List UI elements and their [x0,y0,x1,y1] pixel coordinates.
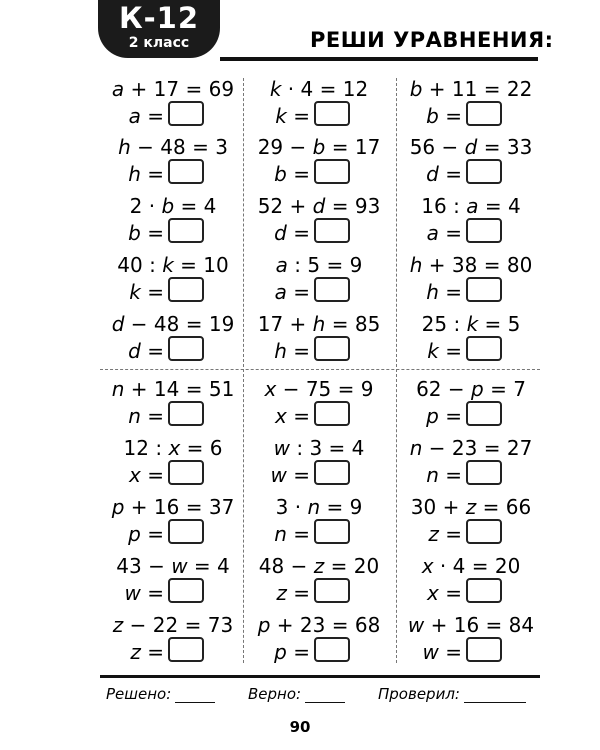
equation-text: b + 11 = 22 [409,77,533,101]
answer-variable-label: x = [427,581,462,605]
equation-item [246,545,392,605]
answer-box[interactable] [466,336,502,361]
answer-row [398,101,544,129]
equation-text: h − 48 = 3 [118,135,228,159]
answer-variable-label: h = [128,162,164,186]
answer-variable-label: a = [274,280,310,304]
answer-box[interactable] [466,519,502,544]
equation-text: 16 : a = 4 [421,194,521,218]
answer-box[interactable] [314,401,350,426]
equation-item [246,427,392,487]
answer-variable-label: n = [274,522,310,546]
equation-item [398,486,544,546]
equation-item [100,486,246,546]
equation-item [100,68,246,128]
equation-text: n + 14 = 51 [111,377,235,401]
answer-box[interactable] [168,637,204,662]
equation-item [100,545,246,605]
answer-row [100,336,246,364]
answer-row [398,637,544,665]
answer-variable-label: p = [426,404,462,428]
solved-field [106,685,215,703]
equation-item [246,486,392,546]
answer-row [246,336,392,364]
answer-row [100,519,246,547]
answer-row [398,159,544,187]
solved-blank[interactable] [175,688,215,703]
answer-box[interactable] [466,218,502,243]
answer-box[interactable] [168,401,204,426]
answer-box[interactable] [168,519,204,544]
equation-text: w + 16 = 84 [407,613,535,637]
answer-row [100,637,246,665]
answer-box[interactable] [314,101,350,126]
answer-row [100,277,246,305]
correct-blank[interactable] [305,688,345,703]
answer-row [246,637,392,665]
equation-text: 12 : x = 6 [123,436,223,460]
equation-item [398,68,544,128]
equation-text: p + 16 = 37 [111,495,235,519]
equation-item [398,126,544,186]
answer-row [398,277,544,305]
answer-box[interactable] [314,460,350,485]
answer-variable-label: d = [426,162,462,186]
worksheet-code-tab [98,0,220,58]
answer-variable-label: a = [426,221,462,245]
answer-variable-label: b = [426,104,462,128]
equation-text: 3 · n = 9 [275,495,363,519]
equation-text: d − 48 = 19 [111,312,235,336]
equation-text: p + 23 = 68 [257,613,381,637]
equation-item [398,244,544,304]
answer-row [246,277,392,305]
checked-label: Проверил: [378,685,460,703]
equation-text: 56 − d = 33 [409,135,533,159]
answer-box[interactable] [466,578,502,603]
answer-box[interactable] [466,637,502,662]
equation-text: z − 22 = 73 [112,613,234,637]
answer-row [246,101,392,129]
column-divider [396,78,397,663]
title-underline [220,57,538,61]
answer-box[interactable] [314,336,350,361]
answer-row [246,159,392,187]
equation-item [246,68,392,128]
equation-text: a : 5 = 9 [275,253,363,277]
answer-box[interactable] [168,277,204,302]
solved-label: Решено: [106,685,172,703]
equation-item [100,427,246,487]
equation-item [100,604,246,664]
answer-row [100,460,246,488]
answer-row [246,519,392,547]
equation-text: 48 − z = 20 [258,554,380,578]
equation-text: a + 17 = 69 [111,77,235,101]
answer-variable-label: z = [130,640,164,664]
answer-variable-label: z = [276,581,310,605]
equation-item [398,185,544,245]
equation-item [398,427,544,487]
footer [100,685,540,709]
equation-text: w : 3 = 4 [273,436,365,460]
equation-text: 30 + z = 66 [410,495,532,519]
equation-text: 29 − b = 17 [257,135,381,159]
answer-row [100,159,246,187]
equation-item [398,368,544,428]
equation-text: 62 − p = 7 [416,377,526,401]
equation-item [398,545,544,605]
answer-row [246,401,392,429]
answer-box[interactable] [466,101,502,126]
answer-variable-label: p = [128,522,164,546]
answer-variable-label: h = [426,280,462,304]
answer-variable-label: b = [274,162,310,186]
answer-row [398,460,544,488]
answer-variable-label: x = [275,404,310,428]
answer-variable-label: k = [427,339,462,363]
equation-item [100,244,246,304]
answer-box[interactable] [168,460,204,485]
answer-variable-label: a = [128,104,164,128]
answer-variable-label: b = [128,221,164,245]
equation-item [100,185,246,245]
equation-item [246,368,392,428]
equation-text: 17 + h = 85 [257,312,381,336]
answer-row [100,101,246,129]
page-number: 90 [289,718,311,736]
answer-box[interactable] [314,578,350,603]
answer-box[interactable] [168,159,204,184]
equation-item [246,244,392,304]
equation-item [246,126,392,186]
equation-text: n − 23 = 27 [409,436,533,460]
answer-variable-label: k = [275,104,310,128]
answer-variable-label: d = [128,339,164,363]
answer-box[interactable] [168,101,204,126]
answer-box[interactable] [168,218,204,243]
answer-row [246,578,392,606]
answer-box[interactable] [314,637,350,662]
equation-text: x · 4 = 20 [421,554,521,578]
answer-variable-label: h = [274,339,310,363]
equation-text: x − 75 = 9 [264,377,374,401]
correct-label: Верно: [248,685,302,703]
equation-item [246,604,392,664]
footer-rule [100,675,540,678]
equation-text: 43 − w = 4 [116,554,230,578]
equation-item [246,303,392,363]
answer-row [398,519,544,547]
equation-item [398,303,544,363]
equation-item [100,126,246,186]
answer-box[interactable] [314,519,350,544]
equation-text: 2 · b = 4 [129,194,217,218]
answer-variable-label: k = [129,280,164,304]
checked-blank[interactable] [464,688,526,703]
answer-box[interactable] [466,460,502,485]
equation-item [100,368,246,428]
equation-text: h + 38 = 80 [409,253,533,277]
checked-field [378,685,526,703]
answer-box[interactable] [314,277,350,302]
correct-field [248,685,345,703]
equation-item [398,604,544,664]
answer-variable-label: n = [128,404,164,428]
equation-item [100,303,246,363]
answer-variable-label: w = [270,463,310,487]
page-title: РЕШИ УРАВНЕНИЯ: [310,28,554,52]
answer-row [398,578,544,606]
answer-variable-label: d = [274,221,310,245]
answer-row [100,401,246,429]
answer-row [398,401,544,429]
answer-variable-label: w = [422,640,462,664]
worksheet-code: К-12 [118,1,200,35]
answer-box[interactable] [168,578,204,603]
equation-text: 25 : k = 5 [421,312,521,336]
equation-text: 52 + d = 93 [257,194,381,218]
equations-grid [100,68,540,668]
answer-box[interactable] [466,277,502,302]
answer-row [246,218,392,246]
answer-box[interactable] [168,336,204,361]
answer-variable-label: n = [426,463,462,487]
answer-box[interactable] [466,159,502,184]
answer-box[interactable] [466,401,502,426]
answer-row [100,218,246,246]
answer-variable-label: p = [274,640,310,664]
equation-text: 40 : k = 10 [117,253,229,277]
answer-row [398,336,544,364]
answer-box[interactable] [314,218,350,243]
equation-item [246,185,392,245]
answer-variable-label: w = [124,581,164,605]
answer-row [246,460,392,488]
equation-text: k · 4 = 12 [269,77,369,101]
answer-box[interactable] [314,159,350,184]
answer-row [398,218,544,246]
answer-variable-label: z = [428,522,462,546]
answer-variable-label: x = [129,463,164,487]
grade-label: 2 класс [128,35,190,51]
answer-row [100,578,246,606]
